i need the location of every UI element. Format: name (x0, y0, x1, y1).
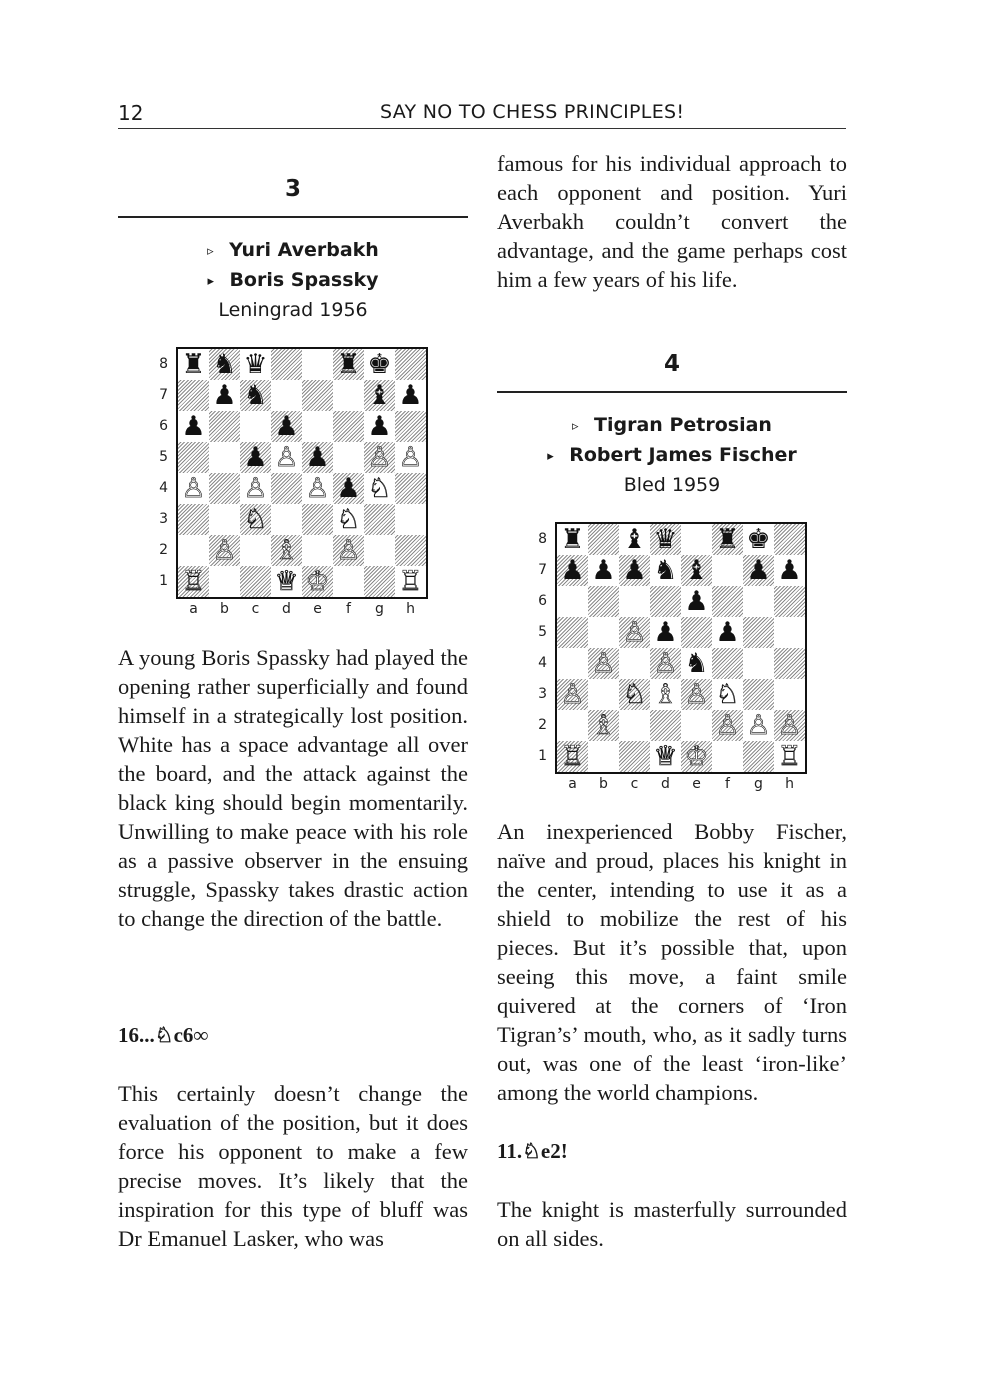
file-label: c (630, 776, 639, 792)
file-label: b (599, 776, 608, 792)
file-label: h (785, 776, 794, 792)
square-d7 (271, 380, 302, 411)
white-player: Yuri Averbakh (229, 239, 379, 261)
rank-label: 3 (538, 686, 547, 702)
white-pawn-icon: ♙ (305, 473, 330, 504)
rank-label: 8 (538, 531, 547, 547)
white-pawn-icon: ♙ (560, 679, 585, 710)
square-b5 (209, 442, 240, 473)
black-pawn-icon: ♟ (715, 617, 740, 648)
square-f6 (333, 411, 364, 442)
game-event: Leningrad 1956 (218, 299, 368, 321)
square-b5 (588, 617, 619, 648)
square-h6 (395, 411, 426, 442)
white-pawn-icon: ♙ (591, 648, 616, 679)
square-d6 (650, 586, 681, 617)
file-label: g (375, 601, 384, 617)
black-rook-icon: ♜ (181, 349, 206, 380)
rank-label: 5 (538, 624, 547, 640)
black-pawn-icon: ♟ (684, 586, 709, 617)
white-rook-icon: ♖ (398, 566, 423, 597)
black-pawn-icon: ♟ (653, 617, 678, 648)
black-king-icon: ♚ (367, 349, 392, 380)
file-label: g (754, 776, 763, 792)
white-player-line (497, 411, 847, 441)
file-label: f (346, 601, 351, 617)
black-bishop-icon: ♝ (622, 524, 647, 555)
white-to-move-icon: ▹ (572, 419, 579, 434)
square-e7 (302, 380, 333, 411)
white-pawn-icon: ♙ (622, 617, 647, 648)
rank-label: 2 (159, 542, 168, 558)
square-b6 (209, 411, 240, 442)
black-queen-icon: ♛ (653, 524, 678, 555)
black-knight-icon: ♞ (684, 648, 709, 679)
square-g1 (364, 566, 395, 597)
black-pawn-icon: ♟ (181, 411, 206, 442)
square-c4 (619, 648, 650, 679)
file-label: a (189, 601, 198, 617)
white-knight-icon: ♘ (336, 504, 361, 535)
square-f7 (333, 380, 364, 411)
white-pawn-icon: ♙ (684, 679, 709, 710)
black-pawn-icon: ♟ (336, 473, 361, 504)
black-bishop-icon: ♝ (684, 555, 709, 586)
white-king-icon: ♔ (684, 741, 709, 772)
black-knight-icon: ♞ (243, 380, 268, 411)
square-b1 (588, 741, 619, 772)
white-rook-icon: ♖ (777, 741, 802, 772)
file-label: h (406, 601, 415, 617)
square-h8 (395, 349, 426, 380)
white-knight-icon: ♘ (715, 679, 740, 710)
white-bishop-icon: ♗ (653, 679, 678, 710)
square-d2 (650, 710, 681, 741)
black-rook-icon: ♜ (336, 349, 361, 380)
square-h2 (395, 535, 426, 566)
square-f1 (333, 566, 364, 597)
square-d3 (271, 504, 302, 535)
white-pawn-icon: ♙ (181, 473, 206, 504)
chess-diagram (154, 345, 434, 635)
square-b3 (209, 504, 240, 535)
rank-label: 7 (538, 562, 547, 578)
square-f1 (712, 741, 743, 772)
commentary-paragraph: An inexperienced Bobby Fischer, naïve and proud, places his knight in the center, intending to use it as a shield to mobilize the rest of his pieces. But it’s possible that, upon seeing this move, a faint smile quivered at the corners of ‘Iron Tigran’s’ mouth, who, as it sadly turns out, was one of the least ‘iron-like’ among the world champions. (497, 819, 847, 1105)
rank-label: 8 (159, 356, 168, 372)
square-c6 (240, 411, 271, 442)
square-b8 (588, 524, 619, 555)
white-bishop-icon: ♗ (274, 535, 299, 566)
white-bishop-icon: ♗ (591, 710, 616, 741)
square-a5 (557, 617, 588, 648)
square-h6 (774, 586, 805, 617)
square-c2 (240, 535, 271, 566)
white-pawn-icon: ♙ (653, 648, 678, 679)
black-knight-icon: ♞ (212, 349, 237, 380)
black-bishop-icon: ♝ (367, 380, 392, 411)
square-g4 (743, 648, 774, 679)
rank-label: 1 (538, 748, 547, 764)
square-c6 (619, 586, 650, 617)
black-rook-icon: ♜ (560, 524, 585, 555)
square-b4 (209, 473, 240, 504)
square-h3 (395, 504, 426, 535)
square-c2 (619, 710, 650, 741)
white-pawn-icon: ♙ (398, 442, 423, 473)
white-rook-icon: ♖ (560, 741, 585, 772)
commentary-paragraph: famous for his individual approach to each opponent and position. Yuri Averbakh couldn’t convert the advantage, and the game perhaps cost him a few years of his life. (497, 151, 847, 292)
commentary-paragraph: The knight is masterfully surrounded on all sides. (497, 1197, 847, 1251)
white-knight-icon: ♘ (622, 679, 647, 710)
game-players (118, 236, 468, 325)
square-f6 (712, 586, 743, 617)
black-pawn-icon: ♟ (746, 555, 771, 586)
commentary-paragraph: This certainly doesn’t change the evaluation of the position, but it does force his opponent to make a few precise moves. It’s likely that the inspiration for this type of bluff was Dr Emanuel Lasker, who was (118, 1081, 468, 1251)
black-pawn-icon: ♟ (591, 555, 616, 586)
white-pawn-icon: ♙ (367, 442, 392, 473)
running-title: SAY NO TO CHESS PRINCIPLES! (380, 101, 685, 123)
move-notation: 16...♘c6∞ (118, 1023, 209, 1047)
file-label: e (692, 776, 701, 792)
file-label: b (220, 601, 229, 617)
square-a2 (178, 535, 209, 566)
square-e6 (302, 411, 333, 442)
header-rule (118, 128, 846, 129)
square-e2 (302, 535, 333, 566)
game-rule (118, 216, 468, 218)
square-b6 (588, 586, 619, 617)
square-g3 (743, 679, 774, 710)
black-queen-icon: ♛ (243, 349, 268, 380)
square-a6 (557, 586, 588, 617)
square-g2 (364, 535, 395, 566)
black-pawn-icon: ♟ (622, 555, 647, 586)
game-number: 4 (663, 351, 680, 377)
square-a4 (557, 648, 588, 679)
black-pawn-icon: ♟ (398, 380, 423, 411)
white-player-line (118, 236, 468, 266)
game-number: 3 (284, 176, 301, 202)
white-pawn-icon: ♙ (212, 535, 237, 566)
black-to-move-icon: ▸ (207, 274, 214, 289)
square-a7 (178, 380, 209, 411)
rank-label: 2 (538, 717, 547, 733)
square-f4 (712, 648, 743, 679)
game-players (497, 411, 847, 500)
black-pawn-icon: ♟ (212, 380, 237, 411)
file-label: a (568, 776, 577, 792)
black-player-line (497, 441, 847, 471)
square-a5 (178, 442, 209, 473)
white-rook-icon: ♖ (181, 566, 206, 597)
white-queen-icon: ♕ (653, 741, 678, 772)
square-h4 (395, 473, 426, 504)
white-pawn-icon: ♙ (777, 710, 802, 741)
black-king-icon: ♚ (746, 524, 771, 555)
square-e3 (302, 504, 333, 535)
square-d4 (271, 473, 302, 504)
file-label: f (725, 776, 730, 792)
square-a3 (178, 504, 209, 535)
rank-label: 5 (159, 449, 168, 465)
black-pawn-icon: ♟ (367, 411, 392, 442)
black-pawn-icon: ♟ (777, 555, 802, 586)
square-h8 (774, 524, 805, 555)
rank-label: 3 (159, 511, 168, 527)
white-queen-icon: ♕ (274, 566, 299, 597)
black-pawn-icon: ♟ (305, 442, 330, 473)
black-rook-icon: ♜ (715, 524, 740, 555)
square-d8 (271, 349, 302, 380)
black-to-move-icon: ▸ (547, 449, 554, 464)
white-knight-icon: ♘ (367, 473, 392, 504)
rank-label: 1 (159, 573, 168, 589)
chess-diagram (533, 520, 813, 810)
white-knight-icon: ♘ (243, 504, 268, 535)
black-pawn-icon: ♟ (243, 442, 268, 473)
square-e8 (681, 524, 712, 555)
file-label: c (251, 601, 260, 617)
square-c1 (619, 741, 650, 772)
chess-board (555, 522, 807, 774)
rank-label: 4 (159, 480, 168, 496)
black-pawn-icon: ♟ (560, 555, 585, 586)
chess-board (176, 347, 428, 599)
white-pawn-icon: ♙ (243, 473, 268, 504)
square-e2 (681, 710, 712, 741)
white-pawn-icon: ♙ (715, 710, 740, 741)
rank-label: 6 (538, 593, 547, 609)
square-h3 (774, 679, 805, 710)
square-c1 (240, 566, 271, 597)
move-notation: 11.♘e2! (497, 1139, 568, 1163)
square-g5 (743, 617, 774, 648)
square-b1 (209, 566, 240, 597)
square-g6 (743, 586, 774, 617)
square-f7 (712, 555, 743, 586)
square-h5 (774, 617, 805, 648)
rank-label: 4 (538, 655, 547, 671)
page-number: 12 (118, 101, 144, 125)
file-label: d (282, 601, 291, 617)
white-to-move-icon: ▹ (207, 244, 214, 259)
square-g3 (364, 504, 395, 535)
white-player: Tigran Petrosian (594, 414, 772, 436)
square-e8 (302, 349, 333, 380)
game-rule (497, 391, 847, 393)
white-pawn-icon: ♙ (746, 710, 771, 741)
square-h4 (774, 648, 805, 679)
white-king-icon: ♔ (305, 566, 330, 597)
black-knight-icon: ♞ (653, 555, 678, 586)
square-f5 (333, 442, 364, 473)
square-e5 (681, 617, 712, 648)
commentary-paragraph: A young Boris Spassky had played the opening rather superficially and found himself in a strategically lost position. White has a space advantage all over the board, and the attack against the black king should begin momentarily. Unwilling to make peace with his role as a passive observer in the ensuing struggle, Spassky takes drastic action to change the direction of the battle. (118, 645, 468, 931)
black-pawn-icon: ♟ (274, 411, 299, 442)
square-b3 (588, 679, 619, 710)
white-pawn-icon: ♙ (274, 442, 299, 473)
file-label: e (313, 601, 322, 617)
white-pawn-icon: ♙ (336, 535, 361, 566)
rank-label: 7 (159, 387, 168, 403)
black-player: Boris Spassky (229, 269, 379, 291)
square-g1 (743, 741, 774, 772)
rank-label: 6 (159, 418, 168, 434)
file-label: d (661, 776, 670, 792)
game-event: Bled 1959 (623, 474, 721, 496)
square-a2 (557, 710, 588, 741)
black-player-line (118, 266, 468, 296)
black-player: Robert James Fischer (569, 444, 797, 466)
